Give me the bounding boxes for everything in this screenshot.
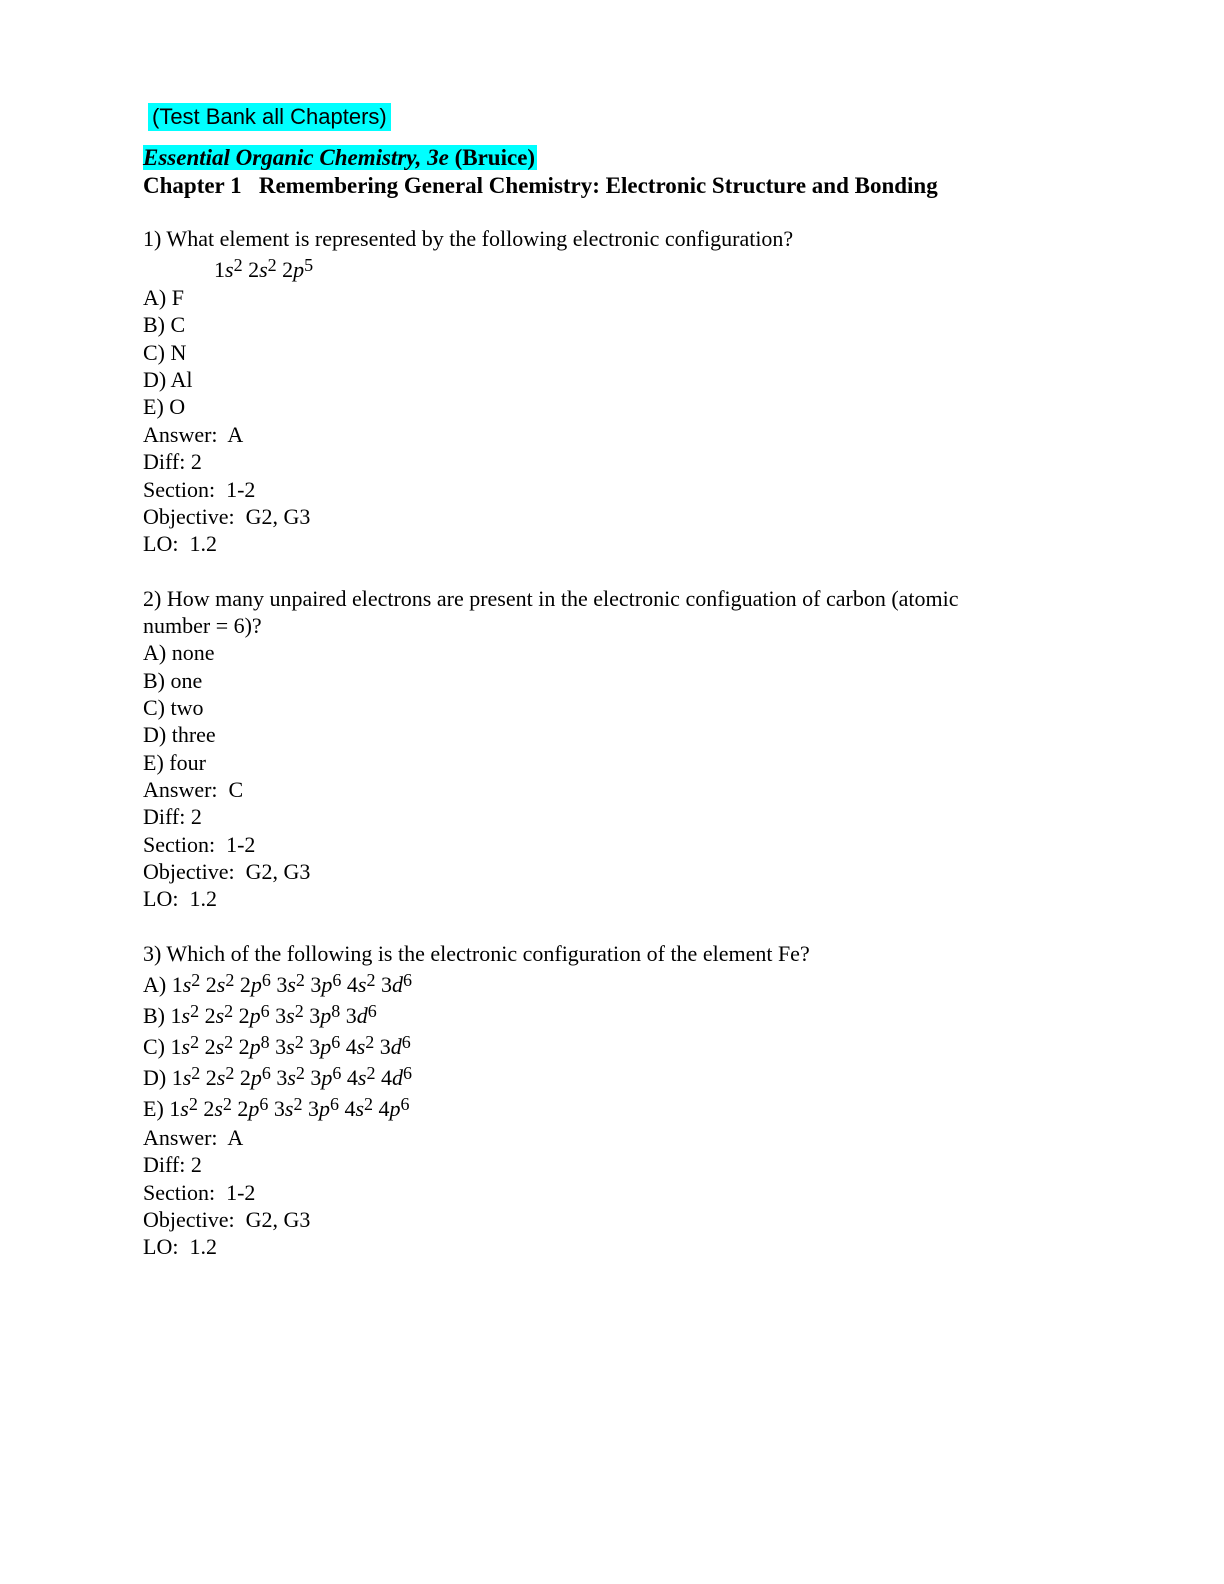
electron-count: 2 <box>364 1094 374 1114</box>
orbital-letter: p <box>389 1096 401 1121</box>
q1-lo: LO: 1.2 <box>143 531 217 556</box>
orbital-letter: s <box>357 972 367 997</box>
orbital-letter: s <box>286 1034 295 1059</box>
electron-count: 6 <box>261 970 271 990</box>
orbital-letter: s <box>356 1034 366 1059</box>
orbital-letter: p <box>321 972 333 997</box>
test-bank-banner: (Test Bank all Chapters) <box>148 103 391 131</box>
electron-count: 2 <box>224 1032 234 1052</box>
q1-option-d: D) Al <box>143 367 193 392</box>
electron-count: 2 <box>366 1063 376 1083</box>
orbital-letter: s <box>216 1065 226 1090</box>
q3-answer: Answer: A <box>143 1125 244 1150</box>
q2-option-d: D) three <box>143 722 216 747</box>
q2-objective: Objective: G2, G3 <box>143 859 311 884</box>
electron-count: 2 <box>225 970 235 990</box>
q3-lo: LO: 1.2 <box>143 1234 217 1259</box>
option-config: $1s^2$ $2s^2$ $2p^8$ $3s^2$ $3p^6$ $4s^2$ $3d^6$ <box>170 1032 411 1059</box>
q1-diff: Diff: 2 <box>143 449 202 474</box>
q3-option-e <box>143 1095 410 1122</box>
chapter-title: Chapter 1 Remembering General Chemistry: Electronic Structure and Bonding <box>143 173 938 198</box>
electron-count: 6 <box>329 1094 339 1114</box>
electron-count: 2 <box>191 1063 201 1083</box>
electron-count: 6 <box>401 1032 411 1052</box>
orbital-letter: s <box>215 1003 225 1028</box>
option-config: $1s^2$ $2s^2$ $2p^6$ $3s^2$ $3p^6$ $4s^2$ $3d^6$ <box>171 970 412 997</box>
electron-count: 6 <box>402 970 412 990</box>
orbital-letter: d <box>356 1003 368 1028</box>
electron-count: 6 <box>332 970 342 990</box>
orbital-letter: s <box>287 972 296 997</box>
q2-option-c: C) two <box>143 695 204 720</box>
electron-count: 2 <box>191 970 201 990</box>
electron-count: 2 <box>294 1032 304 1052</box>
q3-section: Section: 1-2 <box>143 1180 256 1205</box>
q3-option-d <box>143 1064 412 1091</box>
orbital-letter: p <box>250 1065 262 1090</box>
q1-option-e: E) O <box>143 394 186 419</box>
orbital-letter: s <box>259 257 268 282</box>
orbital-letter: d <box>391 972 403 997</box>
book-author: (Bruice) <box>448 145 536 170</box>
option-config: $1s^2$ $2s^2$ $2p^6$ $3s^2$ $3p^6$ $4s^2$ $4d^6$ <box>171 1063 412 1090</box>
orbital-letter: p <box>321 1065 333 1090</box>
q1-section: Section: 1-2 <box>143 477 256 502</box>
orbital-letter: s <box>182 1065 192 1090</box>
q3-option-c <box>143 1033 411 1060</box>
electron-count: 6 <box>331 1032 341 1052</box>
option-letter: B) <box>143 1003 171 1028</box>
book-title: Essential Organic Chemistry, 3e <box>143 145 449 170</box>
orbital-letter: s <box>284 1096 294 1121</box>
option-letter: A) <box>143 972 172 997</box>
q2-lo: LO: 1.2 <box>143 886 217 911</box>
q1-option-b: B) C <box>143 312 186 337</box>
electron-count: 2 <box>188 1094 198 1114</box>
electron-count: 2 <box>365 1032 375 1052</box>
q2-option-a: A) none <box>143 640 215 665</box>
option-config: $1s^2$ $2s^2$ $2p^6$ $3s^2$ $3p^8$ $3d^6$ <box>170 1001 377 1028</box>
orbital-letter: p <box>320 1003 332 1028</box>
q3-question: 3) Which of the following is the electronic configuration of the element Fe? <box>143 941 810 966</box>
orbital-letter: p <box>250 972 262 997</box>
orbital-letter: p <box>249 1034 261 1059</box>
q2-option-b: B) one <box>143 668 203 693</box>
orbital-letter: s <box>225 257 234 282</box>
book-highlight <box>143 145 537 170</box>
electron-count: 6 <box>332 1063 342 1083</box>
q3-option-b <box>143 1002 377 1029</box>
electron-count: 2 <box>190 1001 200 1021</box>
q1-option-c: C) N <box>143 340 187 365</box>
electron-count: 2 <box>233 255 243 275</box>
orbital-letter: s <box>216 972 226 997</box>
orbital-letter: s <box>180 1096 189 1121</box>
electron-count: 8 <box>331 1001 341 1021</box>
option-config: $1s^2$ $2s^2$ $2p^6$ $3s^2$ $3p^6$ $4s^2$ $4p^6$ <box>169 1094 410 1121</box>
electron-count: 2 <box>295 1063 305 1083</box>
q2-question-line2: number = 6)? <box>143 613 262 638</box>
electron-count: 2 <box>295 970 305 990</box>
electron-count: 2 <box>190 1032 200 1052</box>
electron-count: 8 <box>260 1032 270 1052</box>
orbital-letter: s <box>182 972 192 997</box>
electron-count: 2 <box>293 1094 303 1114</box>
electron-count: 6 <box>402 1063 412 1083</box>
electron-count: 6 <box>259 1094 269 1114</box>
electron-count: 2 <box>294 1001 304 1021</box>
orbital-letter: p <box>248 1096 260 1121</box>
electron-count: 2 <box>224 1001 234 1021</box>
q3-objective: Objective: G2, G3 <box>143 1207 311 1232</box>
electron-count: 2 <box>267 255 277 275</box>
q3-option-a <box>143 971 412 998</box>
option-letter: D) <box>143 1065 172 1090</box>
q2-option-e: E) four <box>143 750 206 775</box>
option-letter: C) <box>143 1034 171 1059</box>
orbital-letter: s <box>355 1096 365 1121</box>
book-heading <box>143 143 537 173</box>
q2-diff: Diff: 2 <box>143 804 202 829</box>
orbital-letter: s <box>181 1034 191 1059</box>
electron-count: 6 <box>261 1063 271 1083</box>
option-letter: E) <box>143 1096 170 1121</box>
q3-diff: Diff: 2 <box>143 1152 202 1177</box>
q2-question-line1: 2) How many unpaired electrons are present in the electronic configuation of carbon (atomic <box>143 586 959 611</box>
orbital-letter: d <box>391 1065 403 1090</box>
q2-section: Section: 1-2 <box>143 832 256 857</box>
orbital-letter: s <box>287 1065 296 1090</box>
orbital-letter: s <box>181 1003 191 1028</box>
orbital-letter: p <box>320 1034 332 1059</box>
q1-option-a: A) F <box>143 285 184 310</box>
q2-answer: Answer: C <box>143 777 244 802</box>
orbital-letter: p <box>293 257 305 282</box>
electron-count: 6 <box>260 1001 270 1021</box>
orbital-letter: s <box>215 1034 225 1059</box>
electron-count: 2 <box>225 1063 235 1083</box>
q1-answer: Answer: A <box>143 422 244 447</box>
electron-count: 6 <box>400 1094 410 1114</box>
electron-count: 6 <box>367 1001 377 1021</box>
q1-question: 1) What element is represented by the following electronic configuration? <box>143 226 794 251</box>
orbital-letter: p <box>318 1096 330 1121</box>
electron-count: 2 <box>222 1094 232 1114</box>
orbital-letter: s <box>357 1065 367 1090</box>
q1-objective: Objective: G2, G3 <box>143 504 311 529</box>
orbital-letter: s <box>214 1096 223 1121</box>
orbital-letter: d <box>390 1034 402 1059</box>
orbital-letter: s <box>286 1003 295 1028</box>
electron-count: 2 <box>366 970 376 990</box>
orbital-letter: p <box>249 1003 261 1028</box>
electron-count: 5 <box>304 255 314 275</box>
q1-config: $1s^2$ $2s^2$ $2p^5$ <box>214 255 314 282</box>
